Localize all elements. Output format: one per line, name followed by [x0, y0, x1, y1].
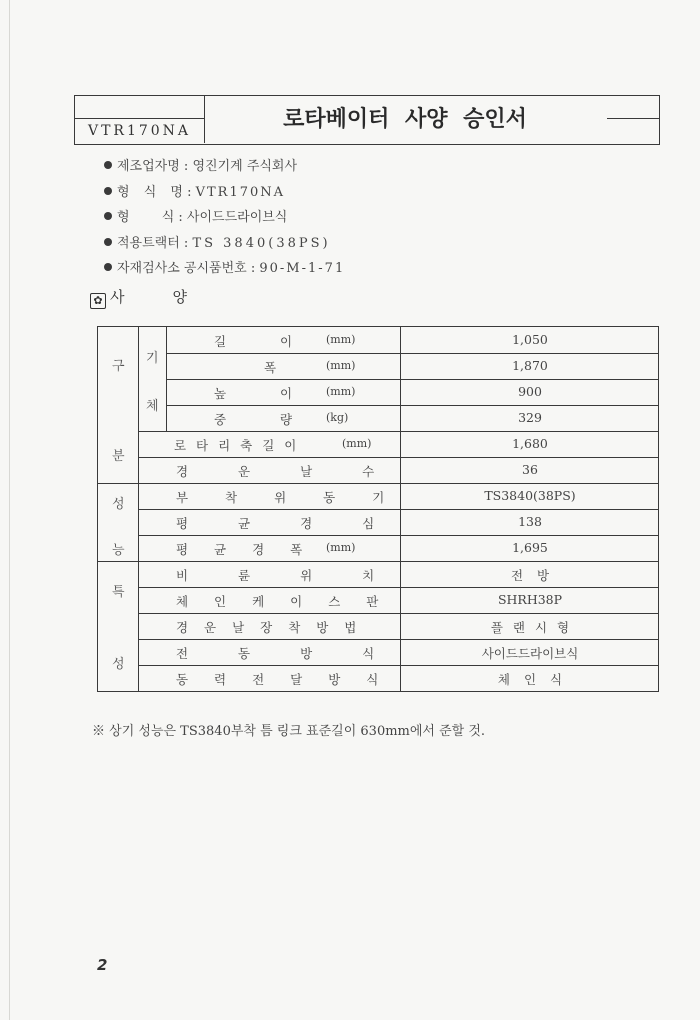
group-label-gi: 기 [146, 351, 159, 366]
group-label-che: 체 [146, 399, 159, 414]
spec-item: 높 이 [214, 386, 293, 401]
group-label-neung: 능 [112, 543, 125, 558]
spec-unit: (mm) [326, 541, 356, 554]
info-item: 형 식 : 사이드드라이브식 [104, 205, 345, 231]
info-value: 영진기계 주식회사 [192, 159, 298, 174]
spec-value: 36 [522, 462, 538, 477]
document-header [74, 95, 660, 145]
info-label: 적용트랙터 [117, 235, 180, 251]
group-label-teuk: 특 [112, 585, 125, 600]
section-heading: ✿ 사 양 [90, 286, 187, 309]
spec-item: 전 동 방 식 [176, 646, 375, 661]
spec-unit: (mm) [326, 333, 356, 346]
info-label: 형 식 [117, 210, 175, 225]
spec-value: 329 [518, 410, 542, 425]
bullet-icon [104, 263, 112, 271]
group-label-bun: 분 [112, 449, 125, 464]
spec-value: 1,680 [512, 436, 548, 451]
info-item: 자재검사소 공시품번호 : 90-M-1-71 [104, 256, 345, 282]
header-code-top-cell [75, 96, 205, 119]
group-label-seong: 성 [112, 497, 125, 512]
spec-item: 길 이 [214, 334, 293, 349]
spec-value: 1,050 [512, 332, 548, 347]
spec-item: 비 륜 위 치 [176, 568, 375, 583]
spec-item: 부 착 위 동 기 [176, 490, 385, 505]
document-title: 로타베이터 사양 승인서 [283, 107, 527, 132]
info-value: 90-M-1-71 [259, 261, 346, 276]
info-item: 제조업자명 : 영진기계 주식회사 [104, 154, 345, 180]
spec-unit: (mm) [342, 437, 372, 450]
spec-value: 전 방 [510, 568, 550, 583]
spec-item: 동 력 전 달 방 식 [176, 672, 379, 687]
spec-unit: (kg) [326, 411, 349, 424]
info-label: 제조업자명 [117, 159, 180, 174]
spec-value: 플 랜 시 형 [490, 620, 570, 635]
product-info-list [104, 154, 345, 282]
page-number: 2 [97, 956, 108, 974]
info-item: 형 식 명 : VTR170NA [104, 180, 345, 206]
spec-item: 중 량 [214, 412, 293, 427]
bullet-icon [104, 212, 112, 220]
page-edge [9, 0, 10, 1020]
spec-item: 평 균 경 심 [176, 516, 375, 531]
header-right-rule [607, 118, 659, 119]
spec-table [97, 326, 659, 692]
info-item: 적용트랙터 : TS 3840(38PS) [104, 231, 345, 257]
spec-value: 체 인 식 [497, 672, 563, 687]
info-label: 자재검사소 공시품번호 [117, 261, 247, 276]
checkbox-square-icon: ✿ [90, 293, 106, 309]
spec-value: 138 [518, 514, 542, 529]
spec-value: TS3840(38PS) [484, 488, 576, 503]
spec-item: 폭 [264, 360, 277, 375]
spec-unit: (mm) [326, 359, 356, 372]
spec-value: SHRH38P [497, 592, 563, 607]
spec-item: 경 운 날 수 [176, 464, 375, 479]
model-code: VTR170NA [75, 119, 205, 143]
info-value: 사이드드라이브식 [186, 210, 288, 225]
info-value: VTR170NA [195, 184, 286, 200]
spec-item: 로 타 리 축 길 이 [174, 438, 297, 453]
info-value: TS 3840(38PS) [192, 235, 331, 251]
footnote: ※ 상기 성능은 TS3840부착 틈 링크 표준길이 630mm에서 준할 것. [92, 724, 486, 739]
spec-value: 1,695 [512, 540, 548, 555]
spec-value: 900 [518, 384, 542, 399]
spec-item: 평 균 경 폭 [176, 542, 303, 557]
info-label: 형 식 명 [117, 184, 183, 200]
group-label-seong2: 성 [112, 657, 125, 672]
bullet-icon [104, 238, 112, 246]
bullet-icon [104, 161, 112, 169]
spec-item: 체 인 케 이 스 판 [176, 594, 379, 609]
spec-value: 1,870 [512, 358, 548, 373]
spec-unit: (mm) [326, 385, 356, 398]
spec-value: 사이드드라이브식 [481, 646, 579, 661]
spec-item: 경 운 날 장 착 방 법 [176, 620, 357, 635]
bullet-icon [104, 187, 112, 195]
group-label-gu: 구 [112, 359, 125, 374]
